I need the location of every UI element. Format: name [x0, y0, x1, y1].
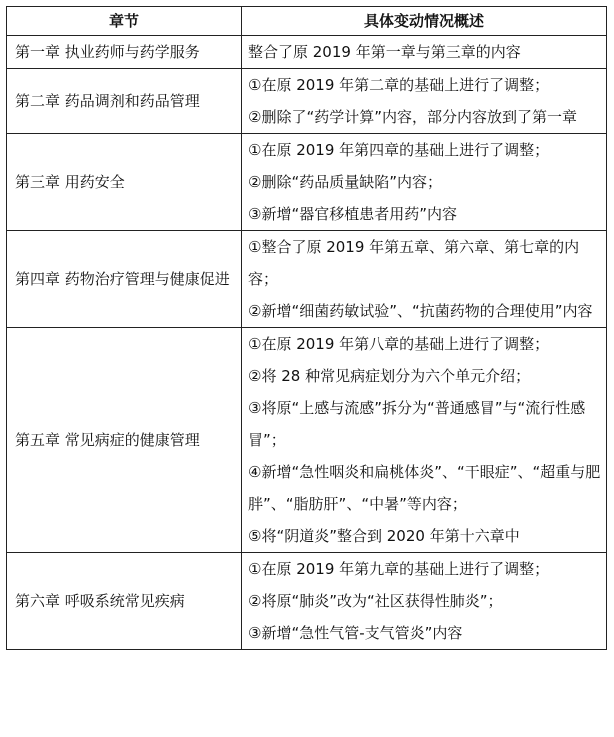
detail-line: ②删除“药品质量缺陷”内容；	[248, 173, 442, 191]
header-chapter: 章节	[7, 7, 242, 36]
chapter-cell: 第二章 药品调剂和药品管理	[7, 69, 242, 134]
detail-cell	[242, 553, 607, 650]
chapter-label: 第四章 药物治疗管理与健康促进	[15, 270, 230, 288]
chapter-cell: 第三章 用药安全	[7, 134, 242, 231]
chapter-cell	[7, 231, 242, 328]
detail-line: ①在原 2019 年第九章的基础上进行了调整；	[248, 560, 550, 578]
detail-cell	[242, 69, 607, 134]
detail-cell	[242, 134, 607, 231]
detail-cell	[242, 328, 607, 553]
detail-line: ④新增“急性咽炎和扁桃体炎”、“干眼症”、“超重与肥胖”、“脂肪肝”、“中暑”等内容；	[248, 463, 601, 513]
table-row	[7, 134, 607, 231]
detail-line: ③新增“急性气管-支气管炎”内容	[248, 624, 463, 642]
table-row	[7, 69, 607, 134]
detail-cell	[242, 36, 607, 69]
table-row	[7, 36, 607, 69]
detail-line: ②将 28 种常见病症划分为六个单元介绍；	[248, 367, 531, 385]
detail-line: ③将原“上感与流感”拆分为“普通感冒”与“流行性感冒”；	[248, 399, 586, 449]
table-row	[7, 553, 607, 650]
chapter-change-table	[6, 6, 607, 650]
change-summary-sheet	[6, 6, 606, 650]
detail-line: ②删除了“药学计算”内容，部分内容放到了第一章	[248, 108, 577, 126]
detail-line: ③新增“器官移植患者用药”内容	[248, 205, 457, 223]
table-row	[7, 231, 607, 328]
detail-line: ①在原 2019 年第四章的基础上进行了调整；	[248, 141, 550, 159]
table-row	[7, 328, 607, 553]
chapter-cell: 第六章 呼吸系统常见疾病	[7, 553, 242, 650]
detail-line: ②新增“细菌药敏试验”、“抗菌药物的合理使用”内容	[248, 302, 593, 320]
table-header-row	[7, 7, 607, 36]
detail-line: ②将原“肺炎”改为“社区获得性肺炎”；	[248, 592, 503, 610]
detail-line: ①整合了原 2019 年第五章、第六章、第七章的内容；	[248, 238, 580, 288]
detail-line: ⑤将“阴道炎”整合到 2020 年第十六章中	[248, 527, 520, 545]
chapter-cell: 第一章 执业药师与药学服务	[7, 36, 242, 69]
detail-line: ①在原 2019 年第二章的基础上进行了调整；	[248, 76, 550, 94]
chapter-cell: 第五章 常见病症的健康管理	[7, 328, 242, 553]
detail-cell	[242, 231, 607, 328]
detail-line: 整合了原 2019 年第一章与第三章的内容	[248, 43, 521, 61]
detail-line: ①在原 2019 年第八章的基础上进行了调整；	[248, 335, 550, 353]
header-detail: 具体变动情况概述	[242, 7, 607, 36]
